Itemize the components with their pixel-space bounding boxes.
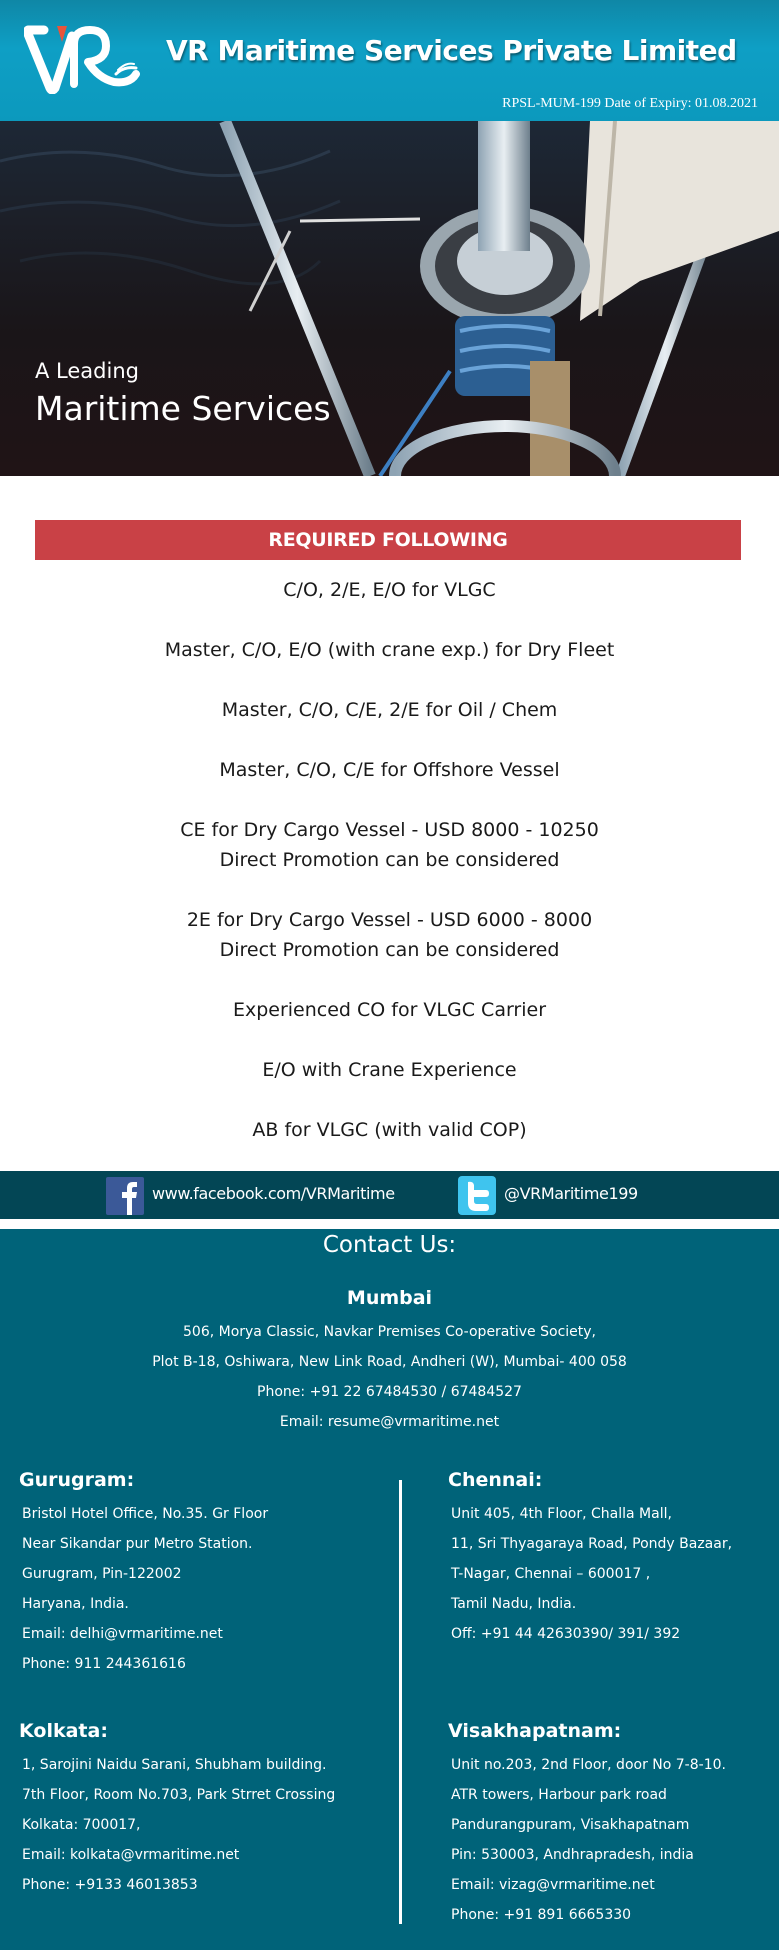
job-item: AB for VLGC (with valid COP) <box>252 1119 527 1141</box>
job-item: 2E for Dry Cargo Vessel - USD 6000 - 8000 Direct Promotion can be considered <box>186 909 593 961</box>
office-address-mumbai: 506, Morya Classic, Navkar Premises Co-operative Society, Plot B-18, Oshiwara, New Link Road, Andheri (W), Mumbai- 400 058 Phone: +91 22 67484530 / 67484527 Email: resume@vrmaritime.net <box>0 1317 779 1437</box>
banner-subtitle: A Leading <box>35 359 139 383</box>
twitter-link[interactable]: @VRMaritime199 <box>504 1184 638 1203</box>
email-link[interactable]: Email: kolkata@vrmaritime.net <box>22 1847 240 1863</box>
office-visakhapatnam: Visakhapatnam: Unit no.203, 2nd Floor, door No 7-8-10. ATR towers, Harbour park road Pandurangpuram, Visakhapatnam Pin: 530003, Andhrapradesh, india Email: vizag@vrmaritime.net Phone: +91 891 6665330 <box>448 1720 726 1923</box>
license-info: RPSL-MUM-199 Date of Expiry: 01.08.2021 <box>502 96 758 111</box>
twitter-icon[interactable] <box>458 1176 496 1215</box>
email-link[interactable]: Email: vizag@vrmaritime.net <box>451 1877 655 1893</box>
job-item: C/O, 2/E, E/O for VLGC <box>283 579 496 601</box>
job-item: Experienced CO for VLGC Carrier <box>232 999 547 1021</box>
facebook-link[interactable]: www.facebook.com/VRMaritime <box>152 1184 395 1203</box>
required-heading: REQUIRED FOLLOWING <box>35 520 741 560</box>
office-gurugram: Gurugram: Bristol Hotel Office, No.35. Gr Floor Near Sikandar pur Metro Station. Gurugram, Pin-122002 Haryana, India. Email: delhi@vrmaritime.net Phone: 911 244361616 <box>19 1469 269 1672</box>
company-title: VR Maritime Services Private Limited <box>166 34 737 67</box>
job-item: Master, C/O, C/E for Offshore Vessel <box>219 759 560 781</box>
contact-title: Contact Us: <box>322 1232 457 1258</box>
email-link[interactable]: Email: delhi@vrmaritime.net <box>22 1626 223 1642</box>
job-item: Master, C/O, E/O (with crane exp.) for Dry Fleet <box>164 639 615 661</box>
office-title-mumbai: Mumbai <box>346 1287 433 1309</box>
office-kolkata: Kolkata: 1, Sarojini Naidu Sarani, Shubham building. 7th Floor, Room No.703, Park Strret Crossing Kolkata: 700017, Email: kolkata@vrmaritime.net Phone: +9133 46013853 <box>19 1720 336 1893</box>
hero-banner <box>0 121 779 476</box>
social-bar <box>0 1171 779 1219</box>
email-link[interactable]: Email: resume@vrmaritime.net <box>279 1414 500 1430</box>
job-item: E/O with Crane Experience <box>262 1059 517 1081</box>
header <box>0 0 779 121</box>
office-chennai: Chennai: Unit 405, 4th Floor, Challa Mall, 11, Sri Thyagaraya Road, Pondy Bazaar, T-Nagar, Chennai – 600017 , Tamil Nadu, India. Off: +91 44 42630390/ 391/ 392 <box>448 1469 733 1642</box>
job-item: Master, C/O, C/E, 2/E for Oil / Chem <box>221 699 558 721</box>
vr-logo-icon <box>24 22 144 94</box>
contact-section <box>0 1229 779 1950</box>
job-item: CE for Dry Cargo Vessel - USD 8000 - 10250 Direct Promotion can be considered <box>180 819 599 871</box>
facebook-icon[interactable] <box>106 1177 144 1215</box>
column-divider <box>399 1480 402 1924</box>
banner-title: Maritime Services <box>35 389 331 428</box>
